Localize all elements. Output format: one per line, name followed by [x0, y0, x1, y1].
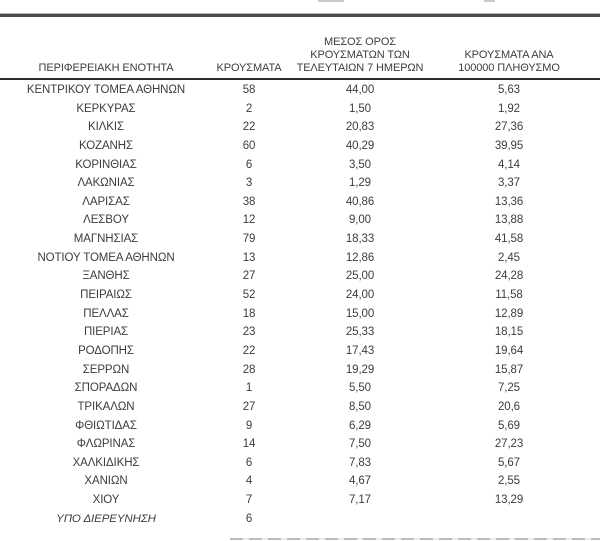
avg7-value: 25,33 — [345, 326, 375, 339]
region-name: ΧΑΝΙΩΝ — [84, 475, 128, 488]
avg7-value: 12,86 — [345, 251, 375, 264]
region-name: ΠΕΛΛΑΣ — [83, 307, 129, 320]
table-row — [0, 454, 600, 473]
cropped-text-artifact — [318, 0, 344, 2]
table-row — [0, 323, 600, 342]
table-row — [0, 211, 600, 230]
per100k-value: 19,64 — [494, 344, 524, 357]
table-row — [0, 472, 600, 491]
column-header-cases-per-100k: ΚΡΟΥΣΜΑΤΑ ΑΝΑ 100000 ΠΛΗΘΥΣΜΟ — [458, 49, 560, 74]
table-row — [0, 81, 600, 100]
per100k-value: 7,25 — [498, 382, 520, 395]
cases-value: 52 — [242, 289, 256, 302]
cases-value: 22 — [242, 121, 256, 134]
table-row — [0, 174, 600, 193]
per100k-value: 13,88 — [494, 214, 524, 227]
avg7-value: 4,67 — [349, 475, 371, 488]
cases-value: 12 — [242, 214, 256, 227]
column-header-7day-average: ΜΕΣΟΣ ΟΡΟΣ ΚΡΟΥΣΜΑΤΩΝ ΤΩΝ ΤΕΛΕΥΤΑΙΩΝ 7 ΗΜΕΡΩΝ — [296, 36, 424, 74]
column-header-regional-unit: ΠΕΡΙΦΕΡΕΙΑΚΗ ΕΝΟΤΗΤΑ — [38, 62, 174, 74]
table-row — [0, 249, 600, 268]
cases-value: 6 — [245, 456, 253, 469]
avg7-value: 7,83 — [349, 456, 371, 469]
avg7-value: 9,00 — [349, 214, 371, 227]
table-row — [0, 398, 600, 417]
region-name: ΣΠΟΡΑΔΩΝ — [74, 382, 138, 395]
table-row — [0, 230, 600, 249]
region-name: ΚΟΖΑΝΗΣ — [79, 139, 133, 152]
cropped-line-artifact — [230, 538, 600, 540]
avg7-value: 18,33 — [345, 233, 375, 246]
cases-value: 60 — [242, 139, 256, 152]
cases-value: 4 — [245, 475, 253, 488]
region-name: ΣΕΡΡΩΝ — [82, 363, 130, 376]
region-name: ΚΕΝΤΡΙΚΟΥ ΤΟΜΕΑ ΑΘΗΝΩΝ — [26, 84, 186, 96]
per100k-value: 20,6 — [498, 400, 520, 413]
table-row — [0, 137, 600, 156]
per100k-value: 18,15 — [494, 326, 524, 339]
per100k-value: 12,89 — [494, 307, 524, 320]
region-name: ΚΕΡΚΥΡΑΣ — [76, 102, 136, 115]
cases-value: 7 — [245, 494, 253, 507]
per100k-value: 5,69 — [498, 419, 520, 432]
region-name: ΠΕΙΡΑΙΩΣ — [80, 289, 132, 302]
per100k-value: 5,67 — [498, 456, 520, 469]
table-row — [0, 510, 600, 529]
per100k-value: 13,29 — [494, 494, 524, 507]
cases-value: 27 — [242, 270, 256, 283]
cases-value: 38 — [242, 195, 256, 208]
avg7-value: 44,00 — [345, 84, 375, 96]
region-name: ΞΑΝΘΗΣ — [82, 270, 130, 283]
region-name: ΥΠΟ ΔΙΕΡΕΥΝΗΣΗ — [56, 512, 156, 525]
column-header-cases: ΚΡΟΥΣΜΑΤΑ — [216, 62, 282, 74]
per100k-value: 4,14 — [498, 158, 520, 171]
region-name: ΛΑΚΩΝΙΑΣ — [77, 177, 135, 190]
per100k-value: 11,58 — [495, 289, 523, 302]
avg7-value: 5,50 — [349, 382, 371, 395]
region-name: ΛΑΡΙΣΑΣ — [82, 195, 130, 208]
table-header-row — [0, 26, 600, 80]
avg7-value: 40,86 — [345, 195, 375, 208]
region-name: ΜΑΓΝΗΣΙΑΣ — [73, 233, 139, 246]
region-name: ΛΕΣΒΟΥ — [83, 214, 129, 227]
avg7-value: 24,00 — [345, 289, 375, 302]
per100k-value: 27,36 — [494, 121, 524, 134]
cases-value: 9 — [245, 419, 253, 432]
table-row — [0, 305, 600, 324]
region-name: ΚΙΛΚΙΣ — [88, 121, 124, 134]
table-row — [0, 491, 600, 510]
table-row — [0, 361, 600, 380]
region-name: ΚΟΡΙΝΘΙΑΣ — [75, 158, 137, 171]
table-row — [0, 100, 600, 119]
cases-value: 1 — [245, 382, 253, 395]
table-body — [0, 81, 600, 528]
cases-value: 28 — [242, 363, 256, 376]
avg7-value: 3,50 — [349, 158, 371, 171]
region-name: ΧΙΟΥ — [92, 494, 120, 507]
cases-value: 2 — [245, 102, 253, 115]
cases-value: 23 — [242, 326, 256, 339]
avg7-value: 17,43 — [345, 344, 375, 357]
table-row — [0, 342, 600, 361]
avg7-value: 15,00 — [345, 307, 375, 320]
cases-value: 13 — [242, 251, 256, 264]
table-row — [0, 267, 600, 286]
region-name: ΦΛΩΡΙΝΑΣ — [76, 438, 136, 451]
avg7-value: 1,50 — [349, 102, 371, 115]
table-row — [0, 118, 600, 137]
table-row — [0, 417, 600, 436]
region-name: ΡΟΔΟΠΗΣ — [78, 344, 134, 357]
per100k-value: 1,92 — [498, 102, 520, 115]
per100k-value: 13,36 — [494, 195, 524, 208]
avg7-value: 20,83 — [345, 121, 375, 134]
table-row — [0, 193, 600, 212]
region-name: ΝΟΤΙΟΥ ΤΟΜΕΑ ΑΘΗΝΩΝ — [37, 251, 175, 264]
avg7-value: 7,50 — [349, 438, 371, 451]
per100k-value: 2,45 — [498, 251, 520, 264]
avg7-value: 8,50 — [349, 400, 371, 413]
cases-value: 6 — [245, 158, 253, 171]
avg7-value: 25,00 — [345, 270, 375, 283]
cases-value: 6 — [245, 512, 253, 525]
table-top-rule — [0, 13, 600, 17]
table-row — [0, 435, 600, 454]
cases-value: 22 — [242, 344, 256, 357]
avg7-value: 7,17 — [349, 494, 371, 507]
per100k-value: 27,23 — [494, 438, 524, 451]
per100k-value: 2,55 — [498, 475, 520, 488]
avg7-value: 40,29 — [345, 139, 375, 152]
per100k-value: 3,37 — [498, 177, 520, 190]
table-row — [0, 379, 600, 398]
avg7-value: 19,29 — [345, 363, 375, 376]
avg7-value: 1,29 — [349, 177, 371, 190]
table-row — [0, 156, 600, 175]
per100k-value: 41,58 — [494, 233, 524, 246]
table-row — [0, 286, 600, 305]
per100k-value: 24,28 — [494, 270, 524, 283]
region-name: ΠΙΕΡΙΑΣ — [83, 326, 129, 339]
region-name: ΤΡΙΚΑΛΩΝ — [77, 400, 135, 413]
cases-value: 79 — [242, 233, 256, 246]
cases-value: 14 — [242, 438, 256, 451]
region-name: ΦΘΙΩΤΙΔΑΣ — [75, 419, 137, 432]
avg7-value: 6,29 — [349, 419, 371, 432]
per100k-value: 39,95 — [494, 139, 524, 152]
per100k-value: 5,63 — [498, 84, 520, 96]
region-name: ΧΑΛΚΙΔΙΚΗΣ — [72, 456, 140, 469]
cropped-text-artifact — [484, 0, 495, 2]
cases-value: 58 — [242, 84, 256, 96]
cases-value: 18 — [242, 307, 256, 320]
cases-value: 27 — [242, 400, 256, 413]
cases-value: 3 — [245, 177, 253, 190]
per100k-value: 15,87 — [494, 363, 524, 376]
